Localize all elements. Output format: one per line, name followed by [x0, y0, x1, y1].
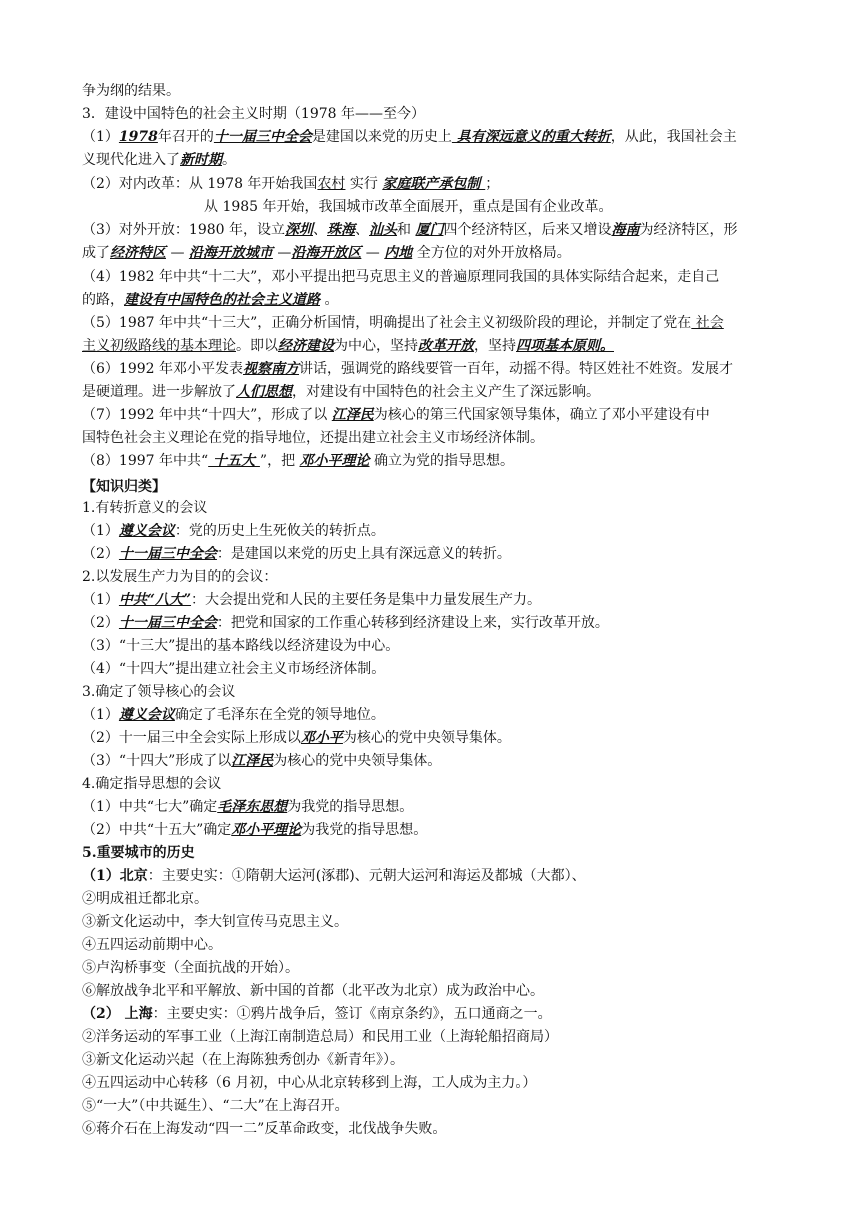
text-run: （3）对外开放：1980 年，设立: [82, 222, 285, 238]
text-line: [82, 1049, 404, 1072]
text-run: 。: [320, 292, 339, 308]
text-run: （1）: [82, 707, 119, 723]
key-term: 经济特区: [110, 245, 166, 261]
text-run: 确立为党的指导思想。: [369, 453, 514, 469]
text-line: [82, 865, 586, 888]
text-run: ”，把: [259, 453, 300, 469]
key-term: 遵义会议: [118, 707, 175, 723]
text-run: 为中心，坚持: [334, 338, 418, 354]
text-run: ，坚持: [474, 338, 516, 354]
text-run: （2）对内改革：从 1978 年开始我国: [82, 176, 318, 192]
text-line: [82, 312, 724, 335]
text-line: [82, 957, 299, 980]
text-line: [82, 727, 511, 750]
text-line: [82, 476, 166, 499]
text-run: ：大会提出党和人民的主要任务是集中力量发展生产力。: [191, 592, 542, 608]
text-run: （2）: [82, 615, 119, 631]
bold-heading: （2） 上海: [82, 1006, 153, 1022]
text-line: [82, 427, 544, 450]
text-run: ②洋务运动的军事工业（上海江南制造总局）和民用工业（上海轮船招商局）: [82, 1029, 558, 1045]
key-term: 江泽民: [231, 753, 274, 769]
text-line: [82, 1026, 558, 1049]
text-run: ，对建设有中国特色的社会主义产生了深远影响。: [292, 384, 600, 400]
text-run: ⑥解放战争北平和平解放、新中国的首都（北平改为北京）成为政治中心。: [82, 983, 544, 999]
key-term: 十一届三中全会: [118, 546, 217, 562]
text-line: [82, 1118, 446, 1141]
underlined-term: 社会: [691, 315, 724, 331]
key-term: 汕头: [369, 222, 397, 238]
text-run: （7）1992 年中共“十四大”，形成了以: [82, 407, 332, 423]
text-run: 为经济特区，形: [639, 222, 738, 238]
text-line: [82, 289, 338, 312]
text-run: （8）1997 年中共“: [82, 453, 209, 469]
key-term: 十五大: [208, 453, 260, 469]
key-term: 毛泽东思想: [217, 799, 288, 815]
text-run: 3.确定了领导核心的会议: [82, 684, 236, 700]
key-term: 遵义会议: [118, 523, 175, 539]
text-run: 为核心的党中央领导集体。: [342, 730, 511, 746]
text-line: [82, 219, 737, 242]
text-run: 。: [222, 152, 236, 168]
text-run: 是建国以来党的历史上: [311, 129, 452, 145]
text-line: [82, 704, 385, 727]
text-run: 争为纲的结果。: [82, 83, 180, 99]
key-term: 邓小平: [300, 730, 343, 746]
key-term: 邓小平理论: [231, 822, 302, 838]
text-run: （3）“十三大”提出的基本路线以经济建设为中心。: [82, 638, 400, 654]
text-run: —: [166, 245, 189, 261]
text-run: ：把党和国家的工作重心转移到经济建设上来，实行改革开放。: [216, 615, 609, 631]
key-term: 四项基本原则。: [516, 338, 614, 354]
key-term: 深圳: [285, 222, 313, 238]
text-line: [82, 819, 427, 842]
text-line: [82, 173, 499, 196]
text-run: （2）十一届三中全会实际上形成以: [82, 730, 301, 746]
text-run: 从 1985 年开始，我国城市改革全面展开，重点是国有企业改革。: [204, 199, 613, 215]
text-line: [82, 612, 609, 635]
text-run: 3．建设中国特色的社会主义时期（1978 年——至今）: [82, 106, 425, 122]
text-run: （1）: [82, 523, 119, 539]
key-term: 沿海开放城市: [188, 245, 273, 261]
text-line: [82, 520, 385, 543]
text-run: ④五四运动中心转移（6 月初，中心从北京转移到上海，工人成为主力。）: [82, 1075, 537, 1091]
text-run: （1）: [82, 592, 119, 608]
text-line: [82, 796, 413, 819]
underlined-term: 农村: [317, 176, 346, 192]
text-run: ⑤“一大”（中共诞生）、“二大”在上海召开。: [82, 1098, 349, 1114]
key-term: 十一届三中全会: [118, 615, 217, 631]
text-line: [82, 335, 614, 358]
text-run: 国特色社会主义理论在党的指导地位，还提出建立社会主义市场经济体制。: [82, 430, 544, 446]
bold-heading: 【知识归类】: [82, 479, 166, 495]
text-run: 成了: [82, 245, 110, 261]
text-run: ：主要史实：①鸦片战争后，签订《南京条约》，五口通商之一。: [152, 1006, 552, 1022]
text-run: （4）1982 年中共“十二大”，邓小平提出把马克思主义的普遍原理同我国的具体实际结合起来，走自己: [82, 269, 720, 285]
text-line: [82, 980, 544, 1003]
text-line: [82, 404, 710, 427]
text-line: [82, 450, 514, 473]
text-line: [82, 635, 399, 658]
text-line: [82, 103, 425, 126]
text-run: ：是建国以来党的历史上具有深远意义的转折。: [216, 546, 511, 562]
text-run: ：主要史实：①隋朝大运河(涿郡)、元朝大运河和海运及都城（大都）、: [147, 868, 586, 884]
text-run: ；: [485, 176, 500, 192]
text-line: [82, 242, 571, 265]
text-line: [82, 911, 348, 934]
text-run: 、: [313, 222, 327, 238]
text-run: （1）中共“七大”确定: [82, 799, 218, 815]
text-run: ：党的历史上生死攸关的转折点。: [174, 523, 385, 539]
text-line: [82, 658, 385, 681]
text-line: [82, 589, 541, 612]
text-run: —: [361, 245, 385, 261]
text-run: 4.确定指导思想的会议: [82, 776, 222, 792]
text-run: 、: [355, 222, 369, 238]
text-run: ，从此，我国社会主: [610, 129, 737, 145]
text-run: 为核心的党中央领导集体。: [273, 753, 442, 769]
text-run: 为核心的第三代国家领导集体，确立了邓小平建设有中: [373, 407, 710, 423]
text-line: [82, 934, 222, 957]
text-run: ⑥蒋介石在上海发动“四一二”反革命政变，北伐战争失败。: [82, 1121, 447, 1137]
text-run: 四个经济特区，后来又增设: [443, 222, 612, 238]
text-run: 1.有转折意义的会议: [82, 500, 208, 516]
text-run: （4）“十四大”提出建立社会主义市场经济体制。: [82, 661, 386, 677]
text-run: 为我党的指导思想。: [287, 799, 414, 815]
key-term: 1978: [118, 129, 158, 145]
text-line: [82, 80, 180, 103]
text-run: 讲话，强调党的路线要管一百年，动摇不得。特区姓社不姓资。发展才: [299, 361, 733, 377]
text-line: [82, 126, 737, 149]
key-term: 珠海: [327, 222, 355, 238]
text-run: 是硬道理。进一步解放了: [82, 384, 236, 400]
text-line: [82, 358, 733, 381]
text-line: [82, 266, 719, 289]
text-run: ⑤卢沟桥事变（全面抗战的开始）。: [82, 960, 299, 976]
bold-heading: 5.重要城市的历史: [82, 845, 195, 861]
key-term: 厦门: [415, 222, 444, 238]
key-term: 家庭联产承包制: [382, 176, 486, 192]
text-line: [82, 1072, 536, 1095]
key-term: 邓小平理论: [299, 453, 370, 469]
text-run: 确定了毛泽东在全党的领导地位。: [174, 707, 385, 723]
text-run: （2）中共“十五大”确定: [82, 822, 232, 838]
key-term: 内地: [384, 245, 413, 261]
text-line: [82, 1095, 349, 1118]
key-term: 人们思想: [236, 384, 292, 400]
text-run: ④五四运动前期中心。: [82, 937, 222, 953]
text-run: 全方位的对外开放格局。: [412, 245, 571, 261]
text-run: （1）: [82, 129, 119, 145]
text-line: [204, 196, 613, 219]
text-run: （3）“十四大”形成了以: [82, 753, 232, 769]
text-line: [82, 497, 207, 520]
key-term: 十一届三中全会: [213, 129, 312, 145]
underlined-term: 主义初级路线的基本理论: [82, 338, 236, 354]
text-run: 为我党的指导思想。: [301, 822, 428, 838]
text-run: —: [272, 245, 292, 261]
text-line: [82, 842, 195, 865]
text-run: 实行: [345, 176, 383, 192]
text-line: [82, 681, 235, 704]
key-term: 沿海开放区: [291, 245, 362, 261]
text-run: 义现代化进入了: [82, 152, 180, 168]
text-run: 和: [397, 222, 416, 238]
text-run: （2）: [82, 546, 119, 562]
text-line: [82, 750, 441, 773]
text-run: ③新文化运动中，李大钊宣传马克思主义。: [82, 914, 348, 930]
text-run: （6）1992 年邓小平发表: [82, 361, 243, 377]
key-term: 建设有中国特色的社会主义道路: [124, 292, 320, 308]
key-term: 视察南方: [243, 361, 299, 377]
text-run: 的路，: [82, 292, 124, 308]
text-line: [82, 566, 277, 589]
text-line: [82, 888, 208, 911]
key-term: 中共“八大”: [118, 592, 192, 608]
key-term: 新时期: [180, 152, 222, 168]
key-term: 海南: [611, 222, 640, 238]
key-term: 改革开放: [418, 338, 474, 354]
text-run: ②明成祖迁都北京。: [82, 891, 208, 907]
text-line: [82, 381, 600, 404]
text-run: （5）1987 年中共“十三大”，正确分析国情，明确提出了社会主义初级阶段的理论，并制定了党在: [82, 315, 692, 331]
text-line: [82, 149, 236, 172]
key-term: 具有深远意义的重大转折: [451, 129, 611, 145]
bold-heading: （1）北京: [82, 868, 148, 884]
text-line: [82, 543, 511, 566]
key-term: 经济建设: [278, 338, 334, 354]
key-term: 江泽民: [331, 407, 374, 423]
text-line: [82, 773, 221, 796]
text-run: 2.以发展生产力为目的的会议：: [82, 569, 278, 585]
text-line: [82, 1003, 552, 1026]
text-run: ③新文化运动兴起（在上海陈独秀创办《新青年》）。: [82, 1052, 404, 1068]
text-run: 年召开的: [157, 129, 214, 145]
text-run: 。即以: [236, 338, 278, 354]
